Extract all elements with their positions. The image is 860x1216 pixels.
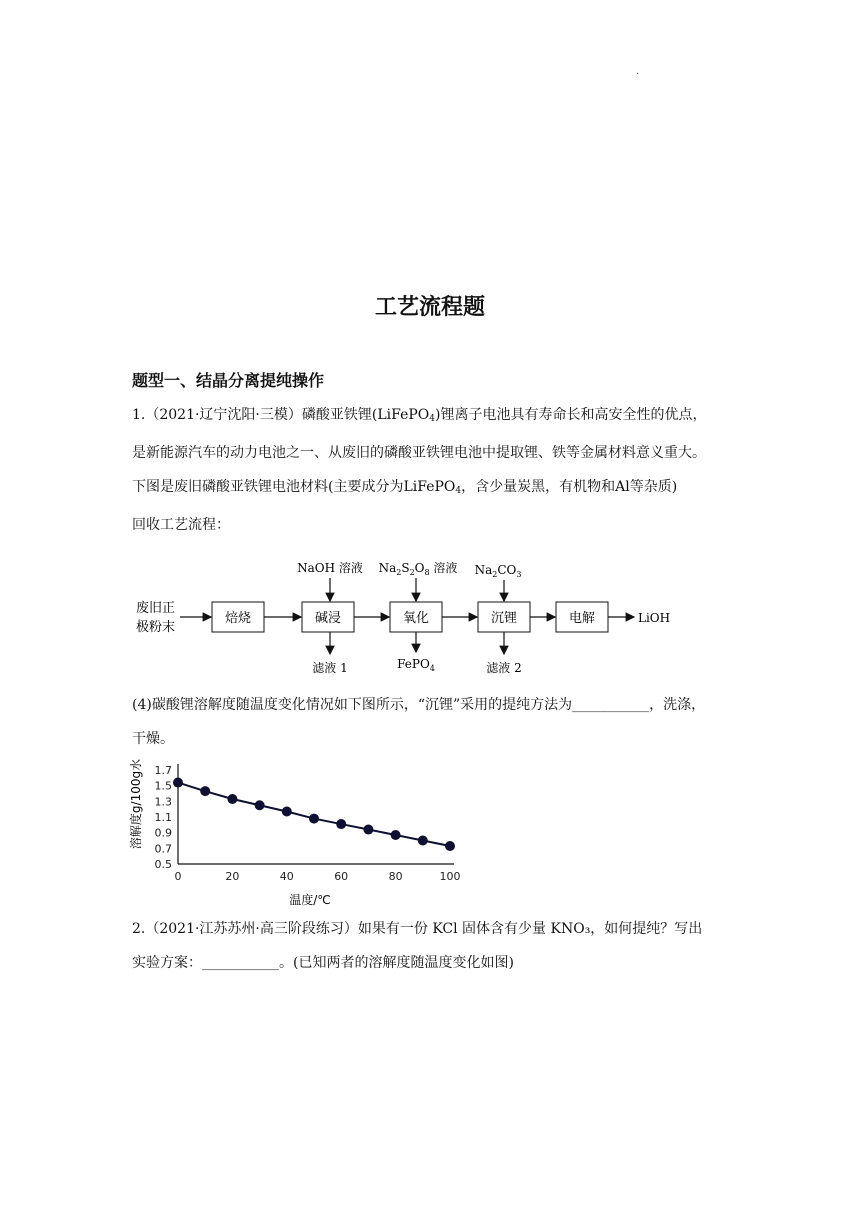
reagent-na2co3: $Na_2CO_3$ [474,563,522,579]
data-point [309,814,319,824]
data-point [445,841,455,851]
q1-line-4: 回收工艺流程： [132,517,230,533]
x-tick-label: 60 [334,870,349,883]
y-tick-label: 0.7 [154,842,172,856]
x-tick-label: 0 [174,870,182,883]
flow-start-line-1: 废旧正 [136,601,176,616]
data-point [336,819,346,829]
data-point [255,800,265,810]
formula-lifepo4: LiFePO$_4$ [403,479,462,496]
step-label-roast: 焙烧 [224,611,252,626]
x-tick-label: 20 [225,870,240,883]
q2-line-1: 2.（2021·江苏苏州·高三阶段练习）如果有一份 KCl 固体含有少量 KNO₃，如何提纯？写出 [132,921,703,937]
step-label-electrolysis: 电解 [568,611,596,626]
output-filtrate-1: 滤液 1 [312,661,348,675]
x-tick-label: 80 [388,870,403,883]
data-point [227,794,237,804]
x-tick-label: 40 [279,870,294,883]
x-tick-label: 100 [439,870,461,883]
corner-mark: . [636,66,640,77]
q1-line-1: 1.（2021·辽宁沈阳·三模）磷酸亚铁锂(LiFePO$_4$)锂离子电池具有寿命长和高安全性的优点， [132,407,707,424]
flow-product: LiOH [638,611,671,625]
solubility-chart [128,756,468,908]
step-label-precipitate-li: 沉锂 [490,611,518,626]
q1-line-3: 下图是废旧磷酸亚铁锂电池材料(主要成分为LiFePO$_4$，含少量炭黑，有机物和Al等杂质) [132,479,678,496]
question-2-text [132,912,732,980]
q4-line-1: (4)碳酸锂溶解度随温度变化情况如下图所示，“沉锂”采用的提纯方法为___________，洗涤， [132,697,706,713]
data-point [173,778,183,788]
y-tick-label: 0.5 [154,858,172,871]
y-tick-label: 1.1 [154,811,172,824]
q2-line-2: 实验方案：___________。(已知两者的溶解度随温度变化如图) [132,955,514,971]
data-point [391,830,401,840]
y-tick-label: 1.5 [154,779,172,793]
output-fepo4: FePO$_4$ [397,657,435,673]
y-tick-label: 0.9 [154,826,172,840]
q4-line-2: 干燥。 [132,731,174,747]
data-point [200,786,210,796]
section-heading: 题型一、结晶分离提纯操作 [132,371,325,390]
data-point [282,807,292,817]
formula-lifepo4: LiFePO$_4$ [377,407,435,424]
x-axis-label: 温度/℃ [289,893,331,907]
flow-start-line-2: 极粉末 [136,620,176,635]
process-flow-diagram [128,556,688,676]
step-label-oxidize: 氧化 [402,611,430,626]
reagent-naoh: NaOH 溶液 [297,561,363,575]
q1-line-2: 是新能源汽车的动力电池之一、从废旧的磷酸亚铁锂电池中提取锂、铁等金属材料意义重大。 [132,445,706,461]
question-4-text [132,688,732,756]
page-title: 工艺流程题 [374,295,485,320]
y-tick-label: 1.7 [154,764,172,777]
y-tick-label: 1.3 [154,795,172,809]
data-point [363,825,373,835]
y-axis-label: 溶解度g/100g水 [129,758,143,850]
data-point [418,836,428,846]
reagent-na2s2o8: $Na_2S_2O_8$ 溶液 [378,561,458,577]
question-1-text [132,398,732,542]
output-filtrate-2: 滤液 2 [486,661,522,675]
step-label-alkali-leach: 碱浸 [314,611,342,626]
